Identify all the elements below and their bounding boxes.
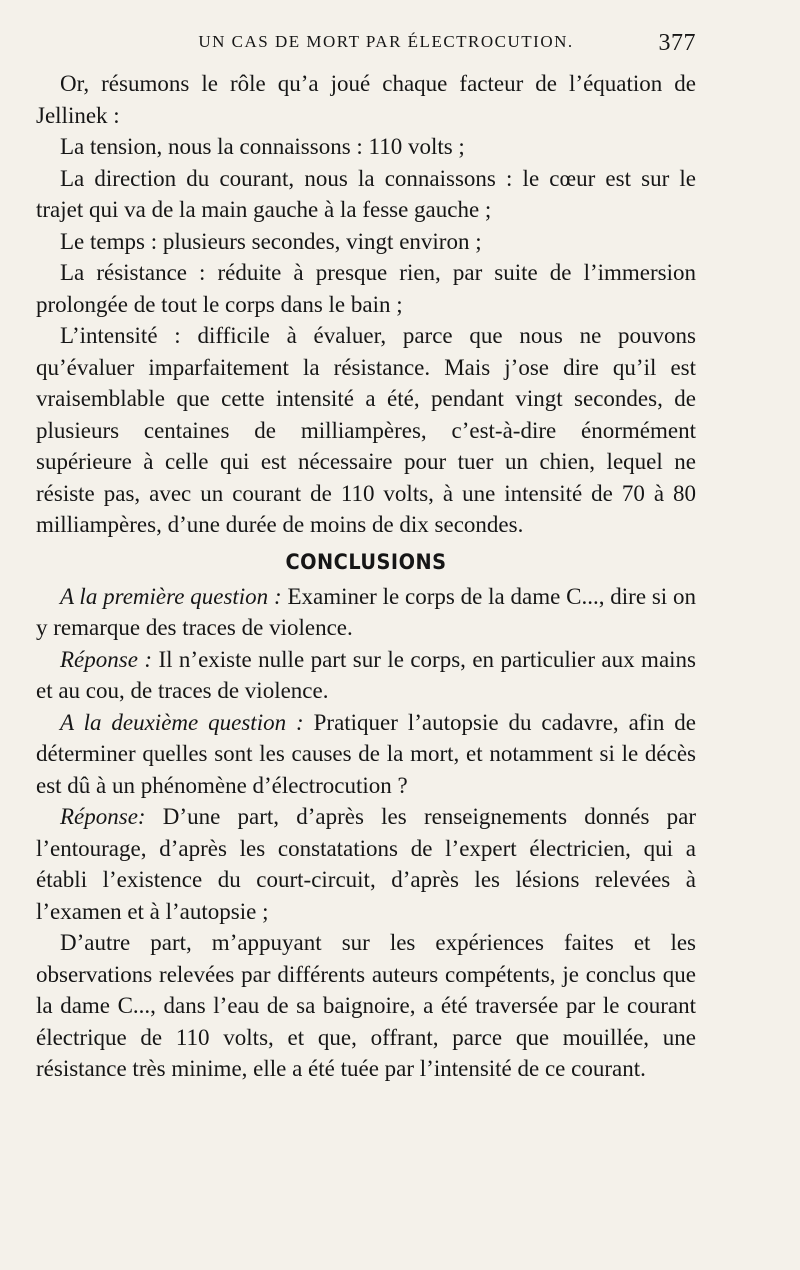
page-body xyxy=(36,68,696,1085)
response-1-label: Réponse : xyxy=(60,646,153,672)
paragraph-question-2 xyxy=(36,707,696,802)
paragraph-response-2 xyxy=(36,801,696,927)
paragraph-temps: Le temps : plusieurs secondes, vingt environ ; xyxy=(60,228,482,254)
question-1-text: Examiner le corps de la dame C..., dire si on y remarque des traces de violence. xyxy=(36,583,696,640)
paragraph-intensite: L’intensité : difficile à évaluer, parce que nous ne pouvons qu’évaluer imparfaitement la résistance. Mais j’ose dire qu’il est vraisemblable que cette intensité a été, pendant vingt secondes, de plusieurs centaines de milliampères, c’est-à-dire énormément supérieure à celle qui est nécessaire pour tuer un chien, lequel ne résiste pas, avec un courant de 110 volts, à une intensité de 70 à 80 milliampères, d’une durée de moins de dix secondes. xyxy=(36,323,696,537)
response-2-label: Réponse: xyxy=(60,804,146,829)
paragraph-direction: La direction du courant, nous la connaissons : le cœur est sur le trajet qui va de la main gauche à la fesse gauche ; xyxy=(36,165,696,222)
running-title: UN CAS DE MORT PAR ÉLECTROCUTION. xyxy=(198,32,574,51)
question-2-text: Pratiquer l’autopsie du cadavre, afin de déterminer quelles sont les causes de la mort, et notamment si le décès est dû à un phénomène d’électrocution ? xyxy=(36,709,696,798)
section-heading-conclusions: CONCLUSIONS xyxy=(285,549,447,574)
paragraph-tension: La tension, nous la connaissons : 110 volts ; xyxy=(60,134,465,159)
response-2-text: D’une part, d’après les renseignements donnés par l’entourage, d’après les constatations de l’expert électricien, qui a établi l’existence du court-circuit, d’après les lésions relevées à l’examen et à l’autopsie ; xyxy=(36,804,696,924)
running-header xyxy=(36,30,696,62)
paragraph-question-1 xyxy=(36,581,696,644)
paragraph-final-conclusion: D’autre part, m’appuyant sur les expériences faites et les observations relevées par différents auteurs compétents, je conclus que la dame C..., dans l’eau de sa baignoire, a été traversée par le courant électrique de 110 volts, et que, offrant, parce que mouillée, une résistance très minime, elle a été tuée par l’intensité de ce courant. xyxy=(36,930,696,1081)
question-2-label: A la deuxième question : xyxy=(60,709,304,735)
page-number: 377 xyxy=(658,30,696,56)
paragraph-equation-intro: Or, résumons le rôle qu’a joué chaque facteur de l’équation de Jellinek : xyxy=(36,71,696,128)
paragraph-response-1 xyxy=(36,644,696,707)
question-1-label: A la première question : xyxy=(60,583,282,609)
paragraph-resistance: La résistance : réduite à presque rien, par suite de l’immersion prolongée de tout le corps dans le bain ; xyxy=(36,260,696,317)
response-1-text: Il n’existe nulle part sur le corps, en particulier aux mains et au cou, de traces de violence. xyxy=(36,646,696,703)
